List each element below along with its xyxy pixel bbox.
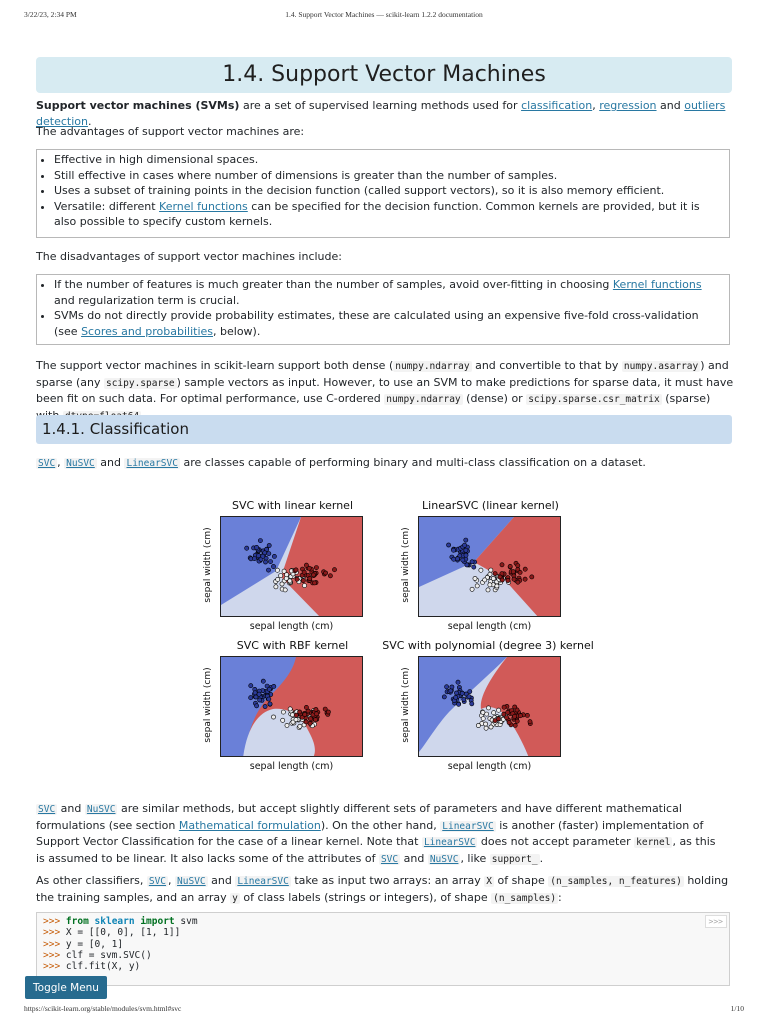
list-item: • Effective in high dimensional spaces. — [54, 152, 721, 168]
scatter-point — [294, 568, 298, 572]
x-axis-label: sepal length (cm) — [249, 761, 334, 772]
scatter-point — [513, 705, 517, 709]
scatter-point — [470, 587, 474, 591]
panel-title: SVC with polynomial (degree 3) kernel — [382, 639, 594, 652]
scatter-point — [267, 687, 271, 691]
scatter-point — [489, 568, 493, 572]
nusvc-link[interactable]: NuSVC — [429, 853, 459, 865]
panel-title: LinearSVC (linear kernel) — [422, 499, 559, 512]
panel-svc-linear — [196, 495, 371, 635]
scatter-point — [253, 691, 257, 695]
scatter-point — [518, 714, 522, 718]
scatter-point — [323, 707, 327, 711]
scatter-point — [506, 578, 510, 582]
scatter-point — [491, 576, 495, 580]
scatter-point — [252, 557, 256, 561]
classification-paragraph: SVC , NuSVC and LinearSVC are classes capable of performing binary and multi-class classification on a dataset. — [38, 456, 646, 469]
scatter-point — [266, 568, 270, 572]
scatter-point — [328, 574, 332, 578]
scatter-point — [304, 705, 308, 709]
scatter-point — [462, 697, 466, 701]
panel-title: SVC with RBF kernel — [236, 639, 349, 652]
scatter-point — [493, 572, 497, 576]
list-item: • Still effective in cases where number of dimensions is greater than the number of samples. — [54, 168, 721, 184]
scatter-point — [500, 578, 504, 582]
scatter-point — [279, 574, 283, 578]
scatter-point — [442, 695, 446, 699]
decision-plot — [220, 656, 363, 757]
panel-title: SVC with linear kernel — [232, 499, 353, 512]
panel-linearsvc — [396, 495, 571, 635]
scatter-point — [271, 564, 275, 568]
y-axis-label: sepal width (cm) — [401, 667, 411, 743]
scatter-point — [281, 718, 285, 722]
scatter-point — [294, 713, 298, 717]
scatter-point — [508, 564, 512, 568]
print-date: 3/22/23, 2:34 PM — [24, 10, 77, 19]
scatter-point — [255, 545, 259, 549]
scatter-point — [454, 695, 458, 699]
disadvantages-heading: The disadvantages of support vector machines include: — [36, 250, 342, 263]
scatter-point — [497, 708, 501, 712]
code-line: >>> clf = svm.SVC() — [43, 949, 152, 961]
intro-paragraph: Support vector machines (SVMs) are a set of supervised learning methods used for classification, regression and outliers detection. — [36, 99, 726, 128]
scatter-point — [313, 581, 317, 585]
panel-svc-rbf — [196, 635, 371, 775]
scatter-point — [456, 680, 460, 684]
scatter-point — [513, 714, 517, 718]
scatter-point — [470, 702, 474, 706]
page-title: 1.4. Support Vector Machines — [222, 62, 546, 87]
x-axis-label: sepal length (cm) — [447, 761, 532, 772]
scores-probabilities-link[interactable]: Scores and probabilities — [81, 324, 214, 338]
scatter-point — [502, 705, 506, 709]
scatter-point — [475, 584, 479, 588]
scatter-point — [298, 710, 302, 714]
scatter-point — [506, 710, 510, 714]
scatter-point — [245, 546, 249, 550]
scatter-point — [450, 685, 454, 689]
kernel-functions-link[interactable]: Kernel functions — [159, 199, 248, 213]
scatter-point — [486, 706, 490, 710]
section-heading-banner — [36, 415, 732, 444]
scatter-point — [481, 717, 485, 721]
scatter-point — [267, 552, 271, 556]
scatter-point — [261, 679, 265, 683]
scatter-point — [272, 554, 276, 558]
scatter-point — [472, 565, 476, 569]
linearsvc-link[interactable]: LinearSVC — [423, 837, 476, 848]
scatter-point — [295, 577, 299, 581]
input-arrays-paragraph: As other classifiers, SVC , NuSVC and LinearSVC take as input two arrays: an array X of shape (n_samples, n_features) holding the training samples, and an array y of class labels (strings or integers), of shape (n_samples) : — [36, 874, 729, 904]
scatter-point — [283, 588, 287, 592]
decision-plot — [418, 656, 561, 757]
scatter-point — [445, 685, 449, 689]
scatter-point — [463, 543, 467, 547]
list-item: • Uses a subset of training points in the decision function (called support vectors), so it is also memory efficient. — [54, 183, 721, 199]
linearsvc-link[interactable]: LinearSVC — [126, 458, 178, 469]
svc-link[interactable]: SVC — [148, 876, 167, 887]
scatter-point — [308, 721, 312, 725]
svc-link[interactable]: SVC — [38, 804, 56, 815]
scatter-point — [452, 557, 456, 561]
section-title: 1.4.1. Classification — [42, 420, 189, 438]
list-item: • SVMs do not directly provide probability estimates, these are calculated using an expensive five-fold cross-validation (see Scores and probabilities, below). — [54, 308, 721, 339]
scatter-point — [274, 585, 278, 589]
scatter-point — [476, 723, 480, 727]
scatter-point — [298, 724, 302, 728]
y-axis-label: sepal width (cm) — [203, 667, 213, 743]
scatter-point — [285, 723, 289, 727]
scatter-point — [523, 567, 527, 571]
similar-methods-paragraph: SVC and NuSVC are similar methods, but accept slightly different sets of parameters and have different mathematical formulations (see section Mathematical formulation). On the other hand, LinearSVC is another (faster) implementation of Support Vector Classification for the case of a linear kernel. Note that LinearSVC does not accept parameter kernel , as this is assumed to be linear. It also lacks some of the attributes of SVC and NuSVC , like support_ . — [36, 802, 716, 865]
svm-term: Support vector machines (SVMs) — [36, 99, 240, 112]
scatter-point — [512, 577, 516, 581]
scatter-point — [461, 558, 465, 562]
regression-link[interactable]: regression — [599, 99, 657, 112]
scatter-point — [492, 711, 496, 715]
scatter-point — [515, 719, 519, 723]
scatter-point — [263, 560, 267, 564]
list-item: • If the number of features is much greater than the number of samples, avoid over-fitting in choosing Kernel functions and regularization term is crucial. — [54, 277, 721, 308]
scatter-point — [308, 576, 312, 580]
scatter-point — [314, 712, 318, 716]
scatter-point — [473, 576, 477, 580]
scatter-point — [302, 570, 306, 574]
disadvantages-list — [37, 275, 729, 343]
code-example — [36, 912, 730, 986]
scatter-point — [481, 710, 485, 714]
scatter-point — [516, 580, 520, 584]
scatter-point — [447, 543, 451, 547]
scatter-point — [479, 568, 483, 572]
scatter-point — [263, 704, 267, 708]
scatter-point — [304, 720, 308, 724]
scatter-point — [249, 684, 253, 688]
scatter-point — [483, 578, 487, 582]
svc-link[interactable]: SVC — [38, 458, 56, 469]
scatter-point — [332, 568, 336, 572]
print-header — [0, 10, 768, 24]
decision-regions — [221, 517, 363, 617]
scatter-point — [302, 584, 306, 588]
code-line: >>> from sklearn import svm — [43, 916, 198, 927]
scatter-point — [495, 584, 499, 588]
scatter-point — [282, 569, 286, 573]
panel-svc-poly — [382, 635, 606, 775]
scatter-point — [308, 717, 312, 721]
scatter-point — [507, 720, 511, 724]
scatter-point — [294, 718, 298, 722]
scatter-point — [301, 578, 305, 582]
advantages-list — [37, 150, 729, 234]
scatter-point — [518, 570, 522, 574]
scatter-point — [504, 716, 508, 720]
nusvc-link[interactable]: NuSVC — [86, 804, 116, 815]
scatter-point — [288, 707, 292, 711]
scatter-point — [500, 563, 504, 567]
scatter-point — [489, 725, 493, 729]
print-footer — [0, 1004, 768, 1018]
advantages-heading: The advantages of support vector machines are: — [36, 125, 305, 138]
outliers-detection-link[interactable]: outliers detection — [36, 99, 726, 128]
math-formulation-link[interactable]: Mathematical formulation — [178, 818, 321, 832]
page-title-banner — [36, 57, 732, 93]
decision-regions — [419, 657, 561, 757]
scatter-point — [488, 583, 492, 587]
scatter-point — [457, 702, 461, 706]
scatter-point — [267, 697, 271, 701]
y-axis-label: sepal width (cm) — [401, 527, 411, 603]
decision-plot — [418, 516, 561, 617]
decision-regions — [419, 517, 561, 617]
nusvc-link[interactable]: NuSVC — [177, 876, 206, 887]
x-axis-label: sepal length (cm) — [249, 621, 334, 632]
code-line: >>> y = [0, 1] — [43, 938, 124, 950]
code-line: >>> clf.fit(X, y) — [43, 961, 141, 973]
scatter-point — [496, 717, 500, 721]
decision-regions — [221, 657, 363, 757]
scatter-point — [528, 720, 532, 724]
scatter-point — [303, 712, 307, 716]
scatter-point — [280, 582, 284, 586]
list-item: • Versatile: different Kernel functions can be specified for the decision function. Common kernels are provided, but it is also possible to specify custom kernels. — [54, 199, 721, 230]
scatter-point — [267, 543, 271, 547]
nusvc-link[interactable]: NuSVC — [66, 458, 95, 469]
scatter-point — [484, 726, 488, 730]
scatter-point — [460, 691, 464, 695]
scatter-point — [511, 570, 515, 574]
scatter-point — [513, 723, 517, 727]
scatter-point — [268, 702, 272, 706]
print-page-number: 1/10 — [730, 1004, 744, 1013]
advantages-list-box — [36, 149, 730, 238]
toggle-menu-button[interactable]: Toggle Menu — [25, 976, 107, 999]
scatter-point — [464, 538, 468, 542]
scatter-point — [276, 577, 280, 581]
scatter-point — [324, 571, 328, 575]
scatter-point — [281, 710, 285, 714]
code-line: >>> X = [[0, 0], [1, 1]] — [43, 927, 181, 939]
print-title: 1.4. Support Vector Machines — scikit-learn 1.2.2 documentation — [285, 10, 483, 19]
scatter-point — [275, 568, 279, 572]
scatter-point — [272, 684, 276, 688]
scatter-point — [288, 579, 292, 583]
scatter-point — [464, 548, 468, 552]
scatter-point — [464, 553, 468, 557]
copy-prompt-toggle[interactable]: >>> — [705, 915, 727, 928]
scatter-point — [530, 575, 534, 579]
svc-link[interactable]: SVC — [380, 853, 399, 865]
kernel-functions-link[interactable]: Kernel functions — [612, 278, 702, 291]
decision-plot — [220, 516, 363, 617]
x-axis-label: sepal length (cm) — [447, 621, 532, 632]
linearsvc-link[interactable]: LinearSVC — [237, 876, 289, 887]
scatter-point — [525, 713, 529, 717]
scatter-point — [454, 691, 458, 695]
scatter-point — [467, 695, 471, 699]
scatter-point — [249, 696, 253, 700]
scatter-point — [304, 563, 308, 567]
print-url: https://scikit-learn.org/stable/modules/svm.html#svc — [24, 1004, 182, 1013]
scatter-point — [258, 539, 262, 543]
scatter-point — [271, 715, 275, 719]
svm-kernels-figure — [196, 495, 606, 780]
scatter-point — [470, 560, 474, 564]
disadvantages-list-box — [36, 274, 730, 345]
y-axis-label: sepal width (cm) — [203, 527, 213, 603]
scatter-point — [313, 718, 317, 722]
scatter-point — [261, 554, 265, 558]
scatter-point — [523, 577, 527, 581]
scatter-point — [486, 588, 490, 592]
scatter-point — [258, 698, 262, 702]
scatter-point — [314, 707, 318, 711]
dense-sparse-paragraph: The support vector machines in scikit-learn support both dense ( numpy.ndarray and convertible to that by numpy.asarray ) and sparse (any scipy.sparse ) sample vectors as input. However, to use an SVM to make predictions for sparse data, it must have been fit on such data. For optimal performance, use C-ordered numpy.ndarray (dense) or scipy.sparse.csr_matrix (sparse) — [36, 358, 736, 424]
scatter-point — [255, 704, 259, 708]
scatter-point — [465, 563, 469, 567]
scatter-point — [257, 692, 261, 696]
linearsvc-link[interactable]: LinearSVC — [442, 820, 494, 832]
scatter-point — [451, 548, 455, 552]
scatter-point — [311, 573, 315, 577]
classification-link[interactable]: classification — [521, 99, 593, 112]
scatter-point — [314, 566, 318, 570]
scatter-point — [484, 722, 488, 726]
scatter-point — [268, 560, 272, 564]
